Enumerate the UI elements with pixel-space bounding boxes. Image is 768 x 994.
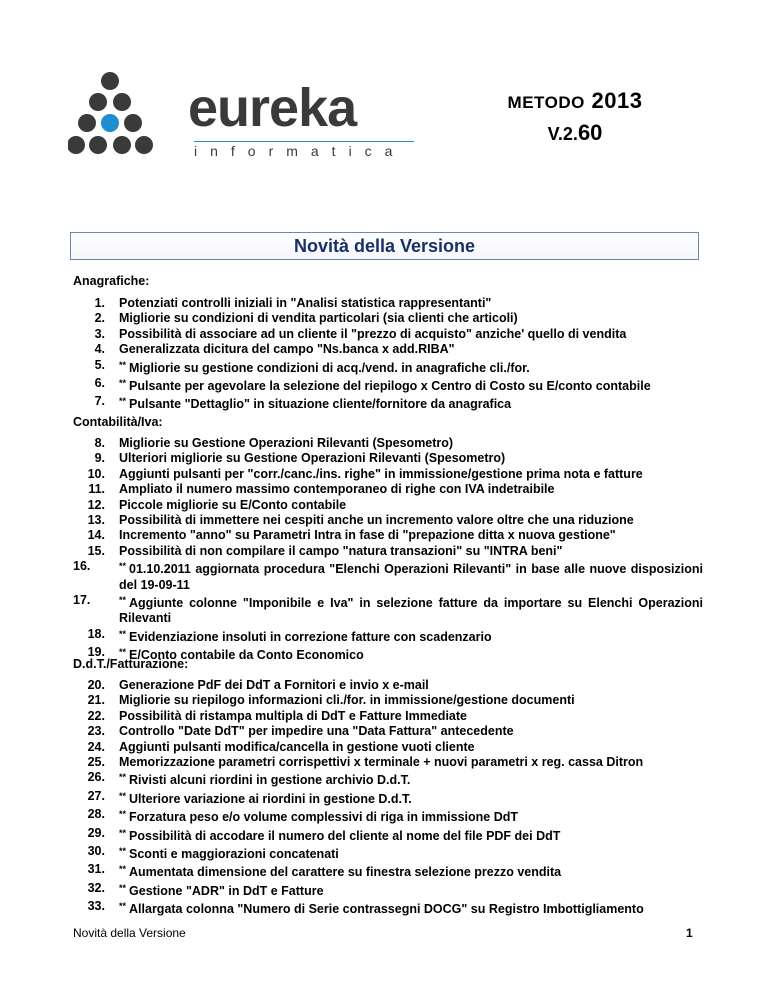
- new-item-marker: **: [119, 882, 127, 893]
- item-number: 1.: [94, 296, 105, 310]
- section-heading: Contabilità/Iva:: [73, 415, 163, 429]
- list-item: [73, 826, 703, 844]
- item-text: Pulsante "Dettaglio" in situazione cliente/fornitore da anagrafica: [129, 397, 512, 412]
- item-text: Potenziati controlli iniziali in "Analisi statistica rappresentanti": [119, 296, 492, 310]
- item-text: Aumentata dimensione del carattere su finestra selezione prezzo vendita: [129, 865, 562, 880]
- item-number: 26.: [87, 770, 105, 785]
- item-number: 29.: [87, 825, 105, 840]
- new-item-marker: **: [119, 864, 127, 875]
- item-text: Aggiunti pulsanti modifica/cancella in gestione vuoti cliente: [119, 739, 475, 754]
- list-item: [73, 740, 703, 755]
- new-item-marker: **: [119, 846, 127, 857]
- new-item-marker: **: [119, 790, 127, 801]
- item-text: Sconti e maggiorazioni concatenati: [129, 847, 339, 862]
- item-number: 22.: [87, 708, 105, 723]
- item-text: Ulteriore variazione ai riordini in gestione D.d.T.: [129, 791, 412, 806]
- item-number: 4.: [94, 342, 105, 357]
- item-text: Forzatura peso e/o volume complessivi di riga in immissione DdT: [129, 810, 518, 825]
- item-number: 8.: [94, 436, 105, 450]
- item-text: Possibilità di accodare il numero del cliente al nome del file PDF dei DdT: [129, 828, 561, 843]
- new-item-marker: **: [119, 827, 127, 838]
- item-number: 32.: [87, 880, 105, 895]
- item-number: 13.: [87, 513, 105, 528]
- list-item: [73, 482, 703, 497]
- page-number: 1: [686, 926, 693, 940]
- item-number: 28.: [87, 807, 105, 822]
- item-text: Gestione "ADR" in DdT e Fatture: [129, 883, 324, 898]
- list-item: [73, 693, 703, 708]
- list-item: [73, 709, 703, 724]
- new-item-marker: **: [119, 628, 127, 639]
- version-prefix: V.2.: [547, 124, 578, 144]
- logo-underline: [194, 141, 414, 142]
- item-number: 27.: [87, 788, 105, 803]
- item-number: 24.: [87, 739, 105, 754]
- new-item-marker: **: [119, 901, 127, 912]
- item-text: E/Conto contabile da Conto Economico: [129, 648, 364, 663]
- list-item: [73, 498, 703, 513]
- item-number: 14.: [87, 528, 105, 543]
- item-number: 16.: [73, 559, 91, 574]
- item-text: Possibilità di non compilare il campo "natura transazioni" su "INTRA beni": [119, 543, 563, 558]
- item-text: Migliorie su riepilogo informazioni cli./for. in immissione/gestione documenti: [119, 693, 575, 708]
- list-item: [73, 559, 703, 593]
- item-text: Controllo "Date DdT" per impedire una "Data Fattura" antecedente: [119, 724, 514, 739]
- item-number: 2.: [94, 311, 105, 326]
- item-text: 01.10.2011 aggiornata procedura "Elenchi Operazioni Rilevanti" in base alle nuove disposizioni del 19-09-11: [119, 562, 703, 592]
- list-item: [73, 436, 703, 451]
- section-banner: [70, 232, 699, 260]
- list-item: [73, 544, 703, 559]
- item-text: Ulteriori migliorie su Gestione Operazioni Rilevanti (Spesometro): [119, 451, 506, 466]
- logo-brand: eureka: [188, 78, 357, 138]
- item-number: 18.: [87, 626, 105, 641]
- item-text: Pulsante per agevolare la selezione del riepilogo x Centro di Costo su E/conto contabile: [129, 379, 651, 394]
- logo-wordmark: [188, 80, 356, 136]
- list-item: [73, 451, 703, 466]
- item-number: 15.: [87, 543, 105, 558]
- item-text: Rivisti alcuni riordini in gestione archivio D.d.T.: [129, 773, 411, 788]
- new-item-marker: **: [119, 772, 127, 783]
- item-text: Aggiunte colonne "Imponibile e Iva" in selezione fatture da importare su Elenchi Operazioni Rilevanti: [119, 596, 703, 626]
- list-item: [73, 342, 703, 357]
- new-item-marker: **: [119, 378, 127, 389]
- list-item: [73, 807, 703, 825]
- product-label: METODO: [507, 93, 585, 112]
- footer-title: Novità della Versione: [73, 926, 186, 940]
- eureka-logo: [68, 70, 428, 160]
- item-text: Memorizzazione parametri corrispettivi x terminale + nuovi parametri x reg. cassa Ditron: [119, 755, 644, 770]
- item-number: 9.: [94, 451, 105, 466]
- item-number: 17.: [73, 593, 91, 608]
- item-number: 23.: [87, 724, 105, 739]
- item-number: 6.: [94, 376, 105, 391]
- list-item: [73, 296, 703, 311]
- list-item: [73, 513, 703, 528]
- version-title: [470, 88, 680, 146]
- logo-tagline: informatica: [194, 143, 406, 159]
- item-number: 7.: [94, 394, 105, 409]
- item-text: Migliorie su gestione condizioni di acq./vend. in anagrafiche cli./for.: [129, 360, 530, 375]
- list-item: [73, 881, 703, 899]
- new-item-marker: **: [119, 396, 127, 407]
- list-item: [73, 724, 703, 739]
- new-item-marker: **: [119, 561, 127, 572]
- item-text: Piccole migliorie su E/Conto contabile: [119, 497, 347, 512]
- product-year: 2013: [591, 88, 643, 113]
- list-item: [73, 376, 703, 394]
- item-text: Generalizzata dicitura del campo "Ns.banca x add.RIBA": [119, 342, 455, 357]
- list-item: [73, 593, 703, 627]
- item-text: Possibilità di immettere nei cespiti anche un incremento valore oltre che una riduzione: [119, 513, 634, 528]
- item-number: 30.: [87, 844, 105, 859]
- item-number: 20.: [87, 678, 105, 692]
- item-number: 25.: [87, 755, 105, 770]
- new-item-marker: **: [119, 359, 127, 370]
- list-item: [73, 755, 703, 770]
- list-item: [73, 358, 703, 376]
- version-suffix: 60: [577, 120, 603, 145]
- list-item: [73, 528, 703, 543]
- item-text: Incremento "anno" su Parametri Intra in fase di "prepazione ditta x nuova gestione": [119, 528, 616, 543]
- item-number: 19.: [87, 645, 105, 660]
- banner-title: Novità della Versione: [293, 236, 476, 256]
- list-item: [73, 394, 703, 412]
- changes-list: [73, 436, 703, 664]
- new-item-marker: **: [119, 595, 127, 606]
- changes-list: [73, 678, 703, 918]
- list-item: [73, 327, 703, 342]
- list-item: [73, 678, 703, 693]
- item-text: Possibilità di ristampa multipla di DdT e Fatture Immediate: [119, 708, 467, 723]
- item-text: Migliorie su Gestione Operazioni Rilevanti (Spesometro): [119, 436, 454, 450]
- item-text: Ampliato il numero massimo contemporaneo di righe con IVA indetraibile: [119, 482, 555, 497]
- section-heading: D.d.T./Fatturazione:: [73, 657, 189, 671]
- list-item: [73, 789, 703, 807]
- item-number: 12.: [87, 497, 105, 512]
- list-item: [73, 899, 703, 917]
- section-heading: Anagrafiche:: [73, 274, 150, 288]
- version-number: [470, 120, 680, 146]
- item-number: 33.: [87, 899, 105, 914]
- item-number: 11.: [88, 482, 105, 497]
- item-text: Generazione PdF dei DdT a Fornitori e invio x e-mail: [119, 678, 429, 692]
- item-number: 10.: [87, 466, 105, 481]
- list-item: [73, 844, 703, 862]
- product-name: [470, 88, 680, 114]
- item-number: 31.: [87, 862, 105, 877]
- new-item-marker: **: [119, 647, 127, 658]
- list-item: [73, 770, 703, 788]
- item-text: Migliorie su condizioni di vendita particolari (sia clienti che articoli): [119, 311, 518, 326]
- item-number: 21.: [87, 693, 105, 708]
- list-item: [73, 311, 703, 326]
- changes-list: [73, 296, 703, 413]
- list-item: [73, 627, 703, 645]
- item-text: Allargata colonna "Numero di Serie contrassegni DOCG" su Registro Imbottigliamento: [129, 902, 644, 917]
- item-text: Possibilità di associare ad un cliente il "prezzo di acquisto" anziche' quello di vendita: [119, 326, 627, 341]
- item-number: 5.: [94, 357, 105, 372]
- item-text: Evidenziazione insoluti in correzione fatture con scadenzario: [129, 629, 492, 644]
- list-item: [73, 862, 703, 880]
- new-item-marker: **: [119, 809, 127, 820]
- list-item: [73, 467, 703, 482]
- item-number: 3.: [94, 326, 105, 341]
- item-text: Aggiunti pulsanti per "corr./canc./ins. righe" in immissione/gestione prima nota e fatture: [119, 466, 643, 481]
